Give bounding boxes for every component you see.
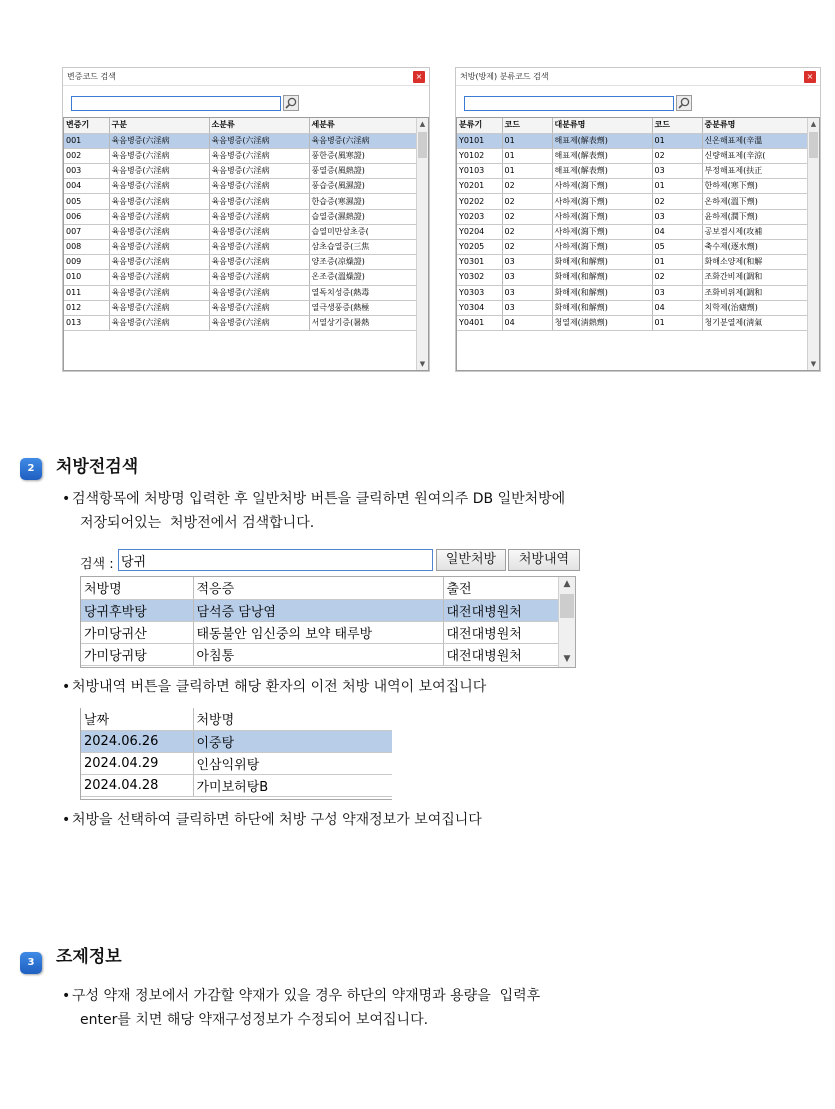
table-cell: 육음병증(六淫病 bbox=[109, 255, 209, 270]
table-cell: 사하제(瀉下劑) bbox=[552, 209, 652, 224]
scroll-up-icon[interactable]: ▲ bbox=[563, 579, 571, 589]
table-cell: 양조증(凉燥證) bbox=[309, 255, 417, 270]
table-cell: 육음병증(六淫病 bbox=[209, 255, 309, 270]
table-cell: 013 bbox=[64, 315, 109, 330]
scroll-up-icon[interactable]: ▲ bbox=[419, 120, 426, 128]
column-header[interactable]: 대분류명 bbox=[552, 118, 652, 133]
table-cell: 가미당귀산 bbox=[81, 621, 193, 643]
table-cell: 육음병증(六淫病 bbox=[109, 224, 209, 239]
table-cell: 02 bbox=[502, 194, 552, 209]
table-row[interactable] bbox=[457, 164, 808, 179]
table-cell: 풍한증(風寒證) bbox=[309, 148, 417, 163]
table-cell: 육음병증(六淫病 bbox=[109, 164, 209, 179]
table-cell: 온하제(溫下劑) bbox=[702, 194, 808, 209]
column-header[interactable]: 코드 bbox=[652, 118, 702, 133]
table-cell: 01 bbox=[652, 315, 702, 330]
scroll-thumb[interactable] bbox=[418, 132, 427, 158]
table-row[interactable] bbox=[64, 315, 417, 330]
table-cell: Y0303 bbox=[457, 285, 502, 300]
table-cell: 03 bbox=[502, 255, 552, 270]
table-cell: 03 bbox=[652, 285, 702, 300]
table-cell: 01 bbox=[502, 133, 552, 148]
section-title: 조제정보 bbox=[56, 947, 122, 967]
table-row[interactable] bbox=[64, 133, 417, 148]
table-cell: 육음병증(六淫病 bbox=[209, 270, 309, 285]
column-header[interactable]: 날짜 bbox=[81, 708, 193, 730]
table-cell: 화해제(和解劑) bbox=[552, 270, 652, 285]
table-cell: 012 bbox=[64, 300, 109, 315]
bullet-icon: • bbox=[62, 812, 71, 828]
table-cell: 습열증(濕熱證) bbox=[309, 209, 417, 224]
table-cell: 005 bbox=[64, 194, 109, 209]
table-cell: 청기분열제(淸氣 bbox=[702, 315, 808, 330]
table-cell: 003 bbox=[64, 164, 109, 179]
scroll-thumb[interactable] bbox=[809, 132, 818, 158]
window-title: 변증코드 검색 bbox=[63, 68, 429, 86]
table-row[interactable] bbox=[64, 300, 417, 315]
table-cell: 대전대병원처 bbox=[443, 643, 559, 665]
table-cell: Y0301 bbox=[457, 255, 502, 270]
table-cell: 아침통 bbox=[193, 643, 443, 665]
table-cell: 007 bbox=[64, 224, 109, 239]
column-header[interactable]: 분류기 bbox=[457, 118, 502, 133]
prescription-class-grid bbox=[456, 117, 820, 371]
table-cell: 치학제(治瘧劑) bbox=[702, 300, 808, 315]
table-cell: 습열미만삼초증( bbox=[309, 224, 417, 239]
table-cell: 육음병증(六淫病 bbox=[209, 194, 309, 209]
table-cell: 육음병증(六淫病 bbox=[209, 315, 309, 330]
bullet-icon: • bbox=[62, 491, 71, 507]
table-cell: Y0401 bbox=[457, 315, 502, 330]
table-cell: Y0101 bbox=[457, 133, 502, 148]
table-cell: Y0202 bbox=[457, 194, 502, 209]
column-header[interactable]: 구분 bbox=[109, 118, 209, 133]
table-row[interactable] bbox=[64, 164, 417, 179]
column-header[interactable]: 출전 bbox=[443, 577, 559, 599]
table-row[interactable] bbox=[64, 285, 417, 300]
search-label: 검색 : bbox=[80, 557, 114, 572]
table-cell: 육음병증(六淫病 bbox=[109, 315, 209, 330]
table-cell: 05 bbox=[652, 240, 702, 255]
table-row[interactable] bbox=[81, 599, 559, 621]
table-cell: 축수제(逐水劑) bbox=[702, 240, 808, 255]
table-cell: 011 bbox=[64, 285, 109, 300]
table-cell: 01 bbox=[652, 255, 702, 270]
section-number-badge: 2 bbox=[20, 458, 42, 480]
table-row[interactable] bbox=[64, 194, 417, 209]
table-cell: 열극생풍증(熱極 bbox=[309, 300, 417, 315]
table-row[interactable] bbox=[457, 285, 808, 300]
bullet-icon: • bbox=[62, 679, 71, 695]
bullet-text-continued: enter를 치면 해당 약재구성정보가 수정되어 보여집니다. bbox=[80, 1012, 429, 1028]
table-cell: 이중탕 bbox=[193, 730, 392, 752]
column-header[interactable]: 세분류 bbox=[309, 118, 417, 133]
table-cell: 신온해표제(辛溫 bbox=[702, 133, 808, 148]
table-cell: 육음병증(六淫病 bbox=[209, 148, 309, 163]
table-cell: 004 bbox=[64, 179, 109, 194]
table-cell: 04 bbox=[652, 300, 702, 315]
vertical-scrollbar[interactable] bbox=[416, 118, 428, 370]
prescription-result-grid bbox=[80, 576, 576, 668]
table-cell: 인삼익위탕 bbox=[193, 752, 392, 774]
close-icon[interactable]: × bbox=[804, 71, 816, 83]
prescription-history-grid bbox=[80, 708, 392, 800]
bullet-line: 구성 약재 정보에서 가감할 약재가 있을 경우 하단의 약재명과 용량을 입력후 bbox=[72, 988, 541, 1004]
prescription-search-input[interactable] bbox=[118, 549, 433, 571]
search-button[interactable] bbox=[676, 95, 692, 111]
bullet-text-continued: 저장되어있는 처방전에서 검색합니다. bbox=[80, 515, 315, 531]
table-cell: 부정해표제(扶正 bbox=[702, 164, 808, 179]
pattern-code-search-window bbox=[62, 67, 430, 372]
table-row[interactable] bbox=[81, 621, 559, 643]
table-cell: 윤하제(潤下劑) bbox=[702, 209, 808, 224]
section-number-badge: 3 bbox=[20, 952, 42, 974]
table-cell: 03 bbox=[652, 209, 702, 224]
vertical-scrollbar[interactable] bbox=[807, 118, 819, 370]
table-row[interactable] bbox=[457, 194, 808, 209]
bullet-line: 처방을 선택하여 클릭하면 하단에 처방 구성 약재정보가 보여집니다 bbox=[72, 812, 482, 828]
table-cell: 청열제(淸熱劑) bbox=[552, 315, 652, 330]
bullet-text bbox=[62, 487, 822, 511]
section-title: 처방전검색 bbox=[56, 457, 139, 477]
close-icon[interactable]: × bbox=[413, 71, 425, 83]
table-cell: 02 bbox=[652, 194, 702, 209]
scroll-thumb[interactable] bbox=[560, 594, 574, 618]
table-row[interactable] bbox=[457, 209, 808, 224]
bullet-line: 처방내역 버튼을 클릭하면 해당 환자의 이전 처방 내역이 보여집니다 bbox=[72, 679, 487, 695]
table-row[interactable] bbox=[64, 240, 417, 255]
table-row[interactable] bbox=[64, 209, 417, 224]
table-cell: 2024.04.29 bbox=[81, 752, 193, 774]
table-cell: 서열상기증(暑熱 bbox=[309, 315, 417, 330]
column-header[interactable]: 소분류 bbox=[209, 118, 309, 133]
table-cell: 03 bbox=[652, 164, 702, 179]
table-cell: 풍습증(風濕證) bbox=[309, 179, 417, 194]
search-button[interactable] bbox=[283, 95, 299, 111]
bullet-text bbox=[62, 675, 822, 699]
table-cell: 006 bbox=[64, 209, 109, 224]
table-cell: Y0302 bbox=[457, 270, 502, 285]
table-cell: 조화비위제(調和 bbox=[702, 285, 808, 300]
table-cell: 온조증(溫燥證) bbox=[309, 270, 417, 285]
table-cell: 01 bbox=[652, 179, 702, 194]
scroll-down-icon[interactable]: ▼ bbox=[563, 654, 571, 664]
table-cell: 육음병증(六淫病 bbox=[109, 194, 209, 209]
table-row[interactable] bbox=[457, 133, 808, 148]
window-title: 처방(방제) 분류코드 검색 bbox=[456, 68, 820, 86]
table-row[interactable] bbox=[457, 255, 808, 270]
magnifier-icon bbox=[284, 96, 298, 110]
vertical-scrollbar[interactable] bbox=[558, 577, 575, 667]
table-cell: Y0102 bbox=[457, 148, 502, 163]
table-cell: 육음병증(六淫病 bbox=[209, 164, 309, 179]
table-cell: Y0304 bbox=[457, 300, 502, 315]
table-cell: 육음병증(六淫病 bbox=[109, 270, 209, 285]
table-cell: 사하제(瀉下劑) bbox=[552, 179, 652, 194]
table-cell: 2024.06.26 bbox=[81, 730, 193, 752]
table-cell: 육음병증(六淫病 bbox=[309, 133, 417, 148]
table-cell: 02 bbox=[502, 209, 552, 224]
table-cell: 육음병증(六淫病 bbox=[209, 240, 309, 255]
table-cell: 02 bbox=[502, 224, 552, 239]
bullet-icon: • bbox=[62, 988, 71, 1004]
table-cell: 육음병증(六淫病 bbox=[209, 224, 309, 239]
table-cell: 가미보허탕B bbox=[193, 774, 392, 796]
column-header[interactable]: 중분류명 bbox=[702, 118, 808, 133]
table-row[interactable] bbox=[64, 148, 417, 163]
table-cell: 04 bbox=[502, 315, 552, 330]
table-row[interactable] bbox=[457, 315, 808, 330]
table-cell: 04 bbox=[652, 224, 702, 239]
table-cell: 02 bbox=[502, 240, 552, 255]
table-row[interactable] bbox=[64, 255, 417, 270]
table-row[interactable] bbox=[457, 270, 808, 285]
bullet-text bbox=[62, 984, 822, 1008]
table-cell: 사하제(瀉下劑) bbox=[552, 194, 652, 209]
table-cell: 공보겸시제(攻補 bbox=[702, 224, 808, 239]
table-cell: Y0205 bbox=[457, 240, 502, 255]
table-cell: 001 bbox=[64, 133, 109, 148]
table-cell: 육음병증(六淫病 bbox=[209, 133, 309, 148]
table-cell: 화해제(和解劑) bbox=[552, 255, 652, 270]
table-cell: 육음병증(六淫病 bbox=[209, 300, 309, 315]
table-row[interactable] bbox=[64, 270, 417, 285]
table-cell: 008 bbox=[64, 240, 109, 255]
table-cell: 조화간비제(調和 bbox=[702, 270, 808, 285]
table-cell: 01 bbox=[652, 133, 702, 148]
table-cell: 육음병증(六淫病 bbox=[109, 285, 209, 300]
bullet-text bbox=[62, 808, 822, 832]
table-cell: 사하제(瀉下劑) bbox=[552, 224, 652, 239]
table-cell: 태동불안 임신중의 보약 태루방 bbox=[193, 621, 443, 643]
table-cell: 03 bbox=[502, 300, 552, 315]
table-cell: 육음병증(六淫病 bbox=[209, 285, 309, 300]
table-cell: 02 bbox=[652, 270, 702, 285]
table-row[interactable] bbox=[457, 179, 808, 194]
search-input[interactable] bbox=[71, 96, 281, 111]
table-cell: 해표제(解表劑) bbox=[552, 148, 652, 163]
table-cell: 육음병증(六淫病 bbox=[109, 300, 209, 315]
scroll-down-icon[interactable]: ▼ bbox=[810, 360, 817, 368]
table-cell: Y0203 bbox=[457, 209, 502, 224]
table-cell: 009 bbox=[64, 255, 109, 270]
column-header[interactable]: 처방명 bbox=[193, 708, 392, 730]
table-cell: 01 bbox=[502, 164, 552, 179]
table-cell: Y0103 bbox=[457, 164, 502, 179]
table-cell: 2024.04.28 bbox=[81, 774, 193, 796]
table-row[interactable] bbox=[64, 179, 417, 194]
table-cell: 육음병증(六淫病 bbox=[109, 209, 209, 224]
search-input[interactable] bbox=[464, 96, 674, 111]
table-cell: 육음병증(六淫病 bbox=[109, 240, 209, 255]
table-cell: 육음병증(六淫病 bbox=[109, 179, 209, 194]
table-row[interactable] bbox=[457, 148, 808, 163]
table-cell: 03 bbox=[502, 270, 552, 285]
table-cell: 신량해표제(辛涼( bbox=[702, 148, 808, 163]
prescription-class-code-window bbox=[455, 67, 821, 372]
table-cell: 한하제(寒下劑) bbox=[702, 179, 808, 194]
table-row[interactable] bbox=[81, 730, 392, 752]
table-cell: 육음병증(六淫病 bbox=[109, 133, 209, 148]
table-cell: 02 bbox=[502, 179, 552, 194]
table-cell: Y0204 bbox=[457, 224, 502, 239]
table-row[interactable] bbox=[457, 300, 808, 315]
table-row[interactable] bbox=[81, 752, 392, 774]
column-header[interactable]: 처방명 bbox=[81, 577, 193, 599]
table-cell: 화해제(和解劑) bbox=[552, 300, 652, 315]
table-cell: 화해소양제(和解 bbox=[702, 255, 808, 270]
general-prescription-button[interactable]: 일반처방 bbox=[436, 549, 506, 571]
scroll-up-icon[interactable]: ▲ bbox=[810, 120, 817, 128]
table-cell: 01 bbox=[502, 148, 552, 163]
column-header[interactable]: 변증기 bbox=[64, 118, 109, 133]
table-cell: 삼초습열증(三焦 bbox=[309, 240, 417, 255]
table-row[interactable] bbox=[457, 240, 808, 255]
bullet-line: 검색항목에 처방명 입력한 후 일반처방 버튼을 클릭하면 원여의주 DB 일반처방에 bbox=[72, 491, 566, 507]
column-header[interactable]: 적응증 bbox=[193, 577, 443, 599]
column-header[interactable]: 코드 bbox=[502, 118, 552, 133]
magnifier-icon bbox=[677, 96, 691, 110]
table-cell: 03 bbox=[502, 285, 552, 300]
table-cell: 육음병증(六淫病 bbox=[209, 179, 309, 194]
table-cell: 해표제(解表劑) bbox=[552, 164, 652, 179]
table-cell: 002 bbox=[64, 148, 109, 163]
table-cell: 대전대병원처 bbox=[443, 621, 559, 643]
table-cell: 풍열증(風熱證) bbox=[309, 164, 417, 179]
table-cell: Y0201 bbox=[457, 179, 502, 194]
table-cell: 010 bbox=[64, 270, 109, 285]
table-row[interactable] bbox=[81, 643, 559, 665]
table-cell: 대전대병원처 bbox=[443, 599, 559, 621]
table-cell: 해표제(解表劑) bbox=[552, 133, 652, 148]
scroll-down-icon[interactable]: ▼ bbox=[419, 360, 426, 368]
pattern-code-grid bbox=[63, 117, 429, 371]
prescription-history-button[interactable]: 처방내역 bbox=[508, 549, 580, 571]
table-cell: 담석증 담낭염 bbox=[193, 599, 443, 621]
table-cell: 당귀후박탕 bbox=[81, 599, 193, 621]
table-row[interactable] bbox=[64, 224, 417, 239]
table-cell: 한습증(寒濕證) bbox=[309, 194, 417, 209]
table-cell: 화해제(和解劑) bbox=[552, 285, 652, 300]
table-row[interactable] bbox=[81, 774, 392, 796]
table-cell: 가미당귀탕 bbox=[81, 643, 193, 665]
table-cell: 사하제(瀉下劑) bbox=[552, 240, 652, 255]
table-row[interactable] bbox=[457, 224, 808, 239]
table-cell: 02 bbox=[652, 148, 702, 163]
table-cell: 육음병증(六淫病 bbox=[209, 209, 309, 224]
table-cell: 육음병증(六淫病 bbox=[109, 148, 209, 163]
table-cell: 열독치성증(熱毒 bbox=[309, 285, 417, 300]
